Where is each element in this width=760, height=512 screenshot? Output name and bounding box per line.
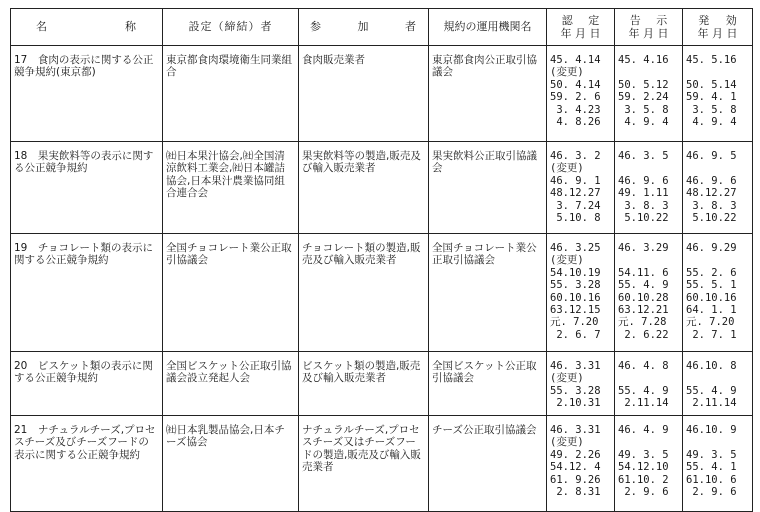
date-line: 49. 1.11 (618, 187, 669, 200)
establisher-cell: ㈳日本乳製品協会,日本チーズ協会 (163, 416, 299, 512)
date-line: 3. 7.24 (550, 199, 601, 212)
header-approval (547, 9, 615, 46)
date-line: 54.12.10 (618, 461, 669, 474)
operator-cell: 果実飲料公正取引協議会 (429, 142, 547, 234)
establisher-cell: 全国ビスケット公正取引協議会設立発起人会 (163, 352, 299, 416)
participants-cell: チョコレート類の製造,販売及び輸入販売業者 (299, 234, 429, 352)
header-name-char-2: 称 (125, 19, 137, 33)
header-effective-ymd: 年 月 日 (697, 27, 738, 40)
table-row (11, 352, 753, 416)
date-line: 2. 9. 6 (618, 485, 669, 498)
approval-date-cell (547, 234, 615, 352)
regulation-name-cell: 21 ナチュラルチーズ,プロセスチーズ及びチーズフードの表示に関する公正競争規約 (11, 416, 163, 512)
header-participants-char-2: 加 (357, 19, 370, 33)
date-line: 2. 6. 7 (550, 328, 601, 341)
date-line: (変更) (550, 372, 584, 385)
date-line: 元. 7.20 (686, 316, 735, 329)
date-line: 2. 6.22 (618, 328, 669, 341)
regulation-name-cell: 18 果実飲料等の表示に関する公正競争規約 (11, 142, 163, 234)
date-line: 46. 9. 1 (550, 174, 601, 187)
date-line: 61.10. 2 (618, 473, 669, 486)
date-line: 3. 5. 8 (618, 103, 669, 116)
date-line: 54.12. 4 (550, 461, 601, 474)
date-line: 49. 3. 5 (618, 448, 669, 461)
header-participants-char-1: 参 (310, 19, 322, 33)
operator-cell: 東京都食肉公正取引協議会 (429, 46, 547, 142)
notice-date-cell (615, 234, 683, 352)
header-participants (299, 9, 429, 46)
date-line: 61.10. 6 (686, 473, 737, 486)
date-line: 64. 1. 1 (686, 303, 737, 316)
date-line: 46. 3.31 (550, 360, 601, 372)
date-line: 46. 9. 6 (618, 174, 669, 187)
date-line: 54.10.19 (550, 266, 601, 279)
header-operator: 規約の運用機関名 (429, 9, 547, 46)
establisher-cell: ㈳日本果汁協会,㈳全国清涼飲料工業会,㈳日本罐詰協会,日本果汁農業協同組合連合会 (163, 142, 299, 234)
effective-date-cell (683, 416, 753, 512)
header-participants-char-3: 者 (405, 19, 417, 33)
date-line: (変更) (550, 436, 584, 449)
date-line: (変更) (550, 66, 584, 79)
header-effective (683, 9, 753, 46)
date-line: 46. 3. 5 (618, 150, 669, 162)
date-line: 2.10.31 (550, 397, 601, 410)
date-line: 46. 9. 6 (686, 174, 737, 187)
date-line: 46. 3. 2 (550, 150, 601, 162)
date-line: 5.10.22 (686, 211, 737, 224)
date-line: 63.12.21 (618, 303, 669, 316)
date-line: 45. 4.16 (618, 54, 669, 66)
date-line: 60.10.16 (550, 291, 601, 304)
date-line: 2.11.14 (686, 397, 737, 410)
date-line: 55. 3.28 (550, 279, 601, 292)
header-establisher: 設定（締結）者 (163, 9, 299, 46)
date-line: 46.10. 9 (686, 424, 737, 436)
approval-date-cell (547, 352, 615, 416)
date-line: (変更) (550, 254, 584, 267)
date-line: 55. 2. 6 (686, 266, 737, 279)
establisher-cell: 東京都食肉環境衛生同業組合 (163, 46, 299, 142)
effective-date-cell (683, 352, 753, 416)
header-notice-char-1: 告 (629, 14, 641, 27)
operator-cell: 全国ビスケット公正取引協議会 (429, 352, 547, 416)
date-line: 2.11.14 (618, 397, 669, 410)
date-line: 45. 4.14 (550, 54, 601, 66)
date-line: 5.10. 8 (550, 211, 601, 224)
regulation-name-cell: 19 チョコレート類の表示に関する公正競争規約 (11, 234, 163, 352)
date-line: 48.12.27 (686, 187, 737, 200)
approval-date-cell (547, 416, 615, 512)
table-row (11, 234, 753, 352)
date-line: 48.12.27 (550, 187, 601, 200)
date-line (618, 372, 679, 384)
date-line: 55. 4. 9 (686, 384, 737, 397)
header-approval-ymd: 年 月 日 (560, 27, 601, 40)
regulation-name-cell: 17 食肉の表示に関する公正競争規約(東京都) (11, 46, 163, 142)
header-approval-char-1: 認 (561, 14, 573, 27)
participants-cell: 果実飲料等の製造,販売及び輸入販売業者 (299, 142, 429, 234)
date-line: 50. 4.14 (550, 78, 601, 91)
date-line: 5.10.22 (618, 211, 669, 224)
date-line (686, 372, 749, 384)
date-line: 59. 2.24 (618, 91, 669, 104)
notice-date-cell (615, 416, 683, 512)
date-line (618, 162, 679, 174)
date-line: 3. 8. 3 (618, 199, 669, 212)
participants-cell: ビスケット類の製造,販売及び輸入販売業者 (299, 352, 429, 416)
date-line: 4. 8.26 (550, 115, 601, 128)
date-line: 54.11. 6 (618, 266, 669, 279)
date-line (686, 66, 749, 78)
date-line: 2. 7. 1 (686, 328, 737, 341)
table-row (11, 142, 753, 234)
approval-date-cell (547, 46, 615, 142)
date-line: 3. 5. 8 (686, 103, 737, 116)
header-effective-char-2: 効 (725, 14, 737, 27)
date-line (686, 162, 749, 174)
date-line: 46. 3.25 (550, 242, 601, 254)
date-line (618, 254, 679, 266)
effective-date-cell (683, 46, 753, 142)
header-name-char-1: 名 (36, 19, 48, 33)
date-line: 63.12.15 (550, 303, 601, 316)
participants-cell: ナチュラルチーズ,プロセスチーズ又はチーズフードの製造,販売及び輸入販売業者 (299, 416, 429, 512)
establisher-cell: 全国チョコレート業公正取引協議会 (163, 234, 299, 352)
date-line: 46. 9. 5 (686, 150, 737, 162)
date-line: 46. 4. 9 (618, 424, 669, 436)
table-row (11, 416, 753, 512)
date-line: 55. 3.28 (550, 384, 601, 397)
date-line: 59. 4. 1 (686, 91, 737, 104)
date-line: 元. 7.20 (550, 316, 599, 329)
date-line: 49. 2.26 (550, 448, 601, 461)
date-line: 55. 5. 1 (686, 279, 737, 292)
header-notice (615, 9, 683, 46)
effective-date-cell (683, 234, 753, 352)
date-line: 55. 4. 1 (686, 461, 737, 474)
date-line: 46.10. 8 (686, 360, 737, 372)
regulation-table (10, 8, 753, 512)
participants-cell: 食肉販売業者 (299, 46, 429, 142)
header-name (11, 9, 163, 46)
date-line: 50. 5.14 (686, 78, 737, 91)
date-line: 元. 7.28 (618, 316, 667, 329)
date-line: 60.10.16 (686, 291, 737, 304)
header-notice-ymd: 年 月 日 (628, 27, 669, 40)
date-line (686, 254, 749, 266)
notice-date-cell (615, 46, 683, 142)
date-line: 2. 9. 6 (686, 485, 737, 498)
date-line: 61. 9.26 (550, 473, 601, 486)
date-line: 4. 9. 4 (686, 115, 737, 128)
notice-date-cell (615, 142, 683, 234)
effective-date-cell (683, 142, 753, 234)
header-notice-char-2: 示 (656, 14, 668, 27)
date-line: 60.10.28 (618, 291, 669, 304)
operator-cell: チーズ公正取引協議会 (429, 416, 547, 512)
date-line: 46. 3.29 (618, 242, 669, 254)
date-line: 4. 9. 4 (618, 115, 669, 128)
date-line: 59. 2. 6 (550, 91, 601, 104)
approval-date-cell (547, 142, 615, 234)
header-approval-char-2: 定 (588, 14, 600, 27)
table-row (11, 46, 753, 142)
date-line: 46. 3.31 (550, 424, 601, 436)
date-line: 3. 4.23 (550, 103, 601, 116)
date-line: 45. 5.16 (686, 54, 737, 66)
operator-cell: 全国チョコレート業公正取引協議会 (429, 234, 547, 352)
date-line: 50. 5.12 (618, 78, 669, 91)
date-line: (変更) (550, 162, 584, 175)
date-line: 46. 9.29 (686, 242, 737, 254)
date-line: 2. 8.31 (550, 485, 601, 498)
date-line: 55. 4. 9 (618, 384, 669, 397)
regulation-name-cell: 20 ビスケット類の表示に関する公正競争規約 (11, 352, 163, 416)
date-line (618, 66, 679, 78)
date-line: 49. 3. 5 (686, 448, 737, 461)
date-line: 55. 4. 9 (618, 279, 669, 292)
notice-date-cell (615, 352, 683, 416)
date-line (618, 436, 679, 448)
date-line: 3. 8. 3 (686, 199, 737, 212)
header-row (11, 9, 753, 46)
header-effective-char-1: 発 (698, 14, 710, 27)
date-line: 46. 4. 8 (618, 360, 669, 372)
date-line (686, 436, 749, 448)
